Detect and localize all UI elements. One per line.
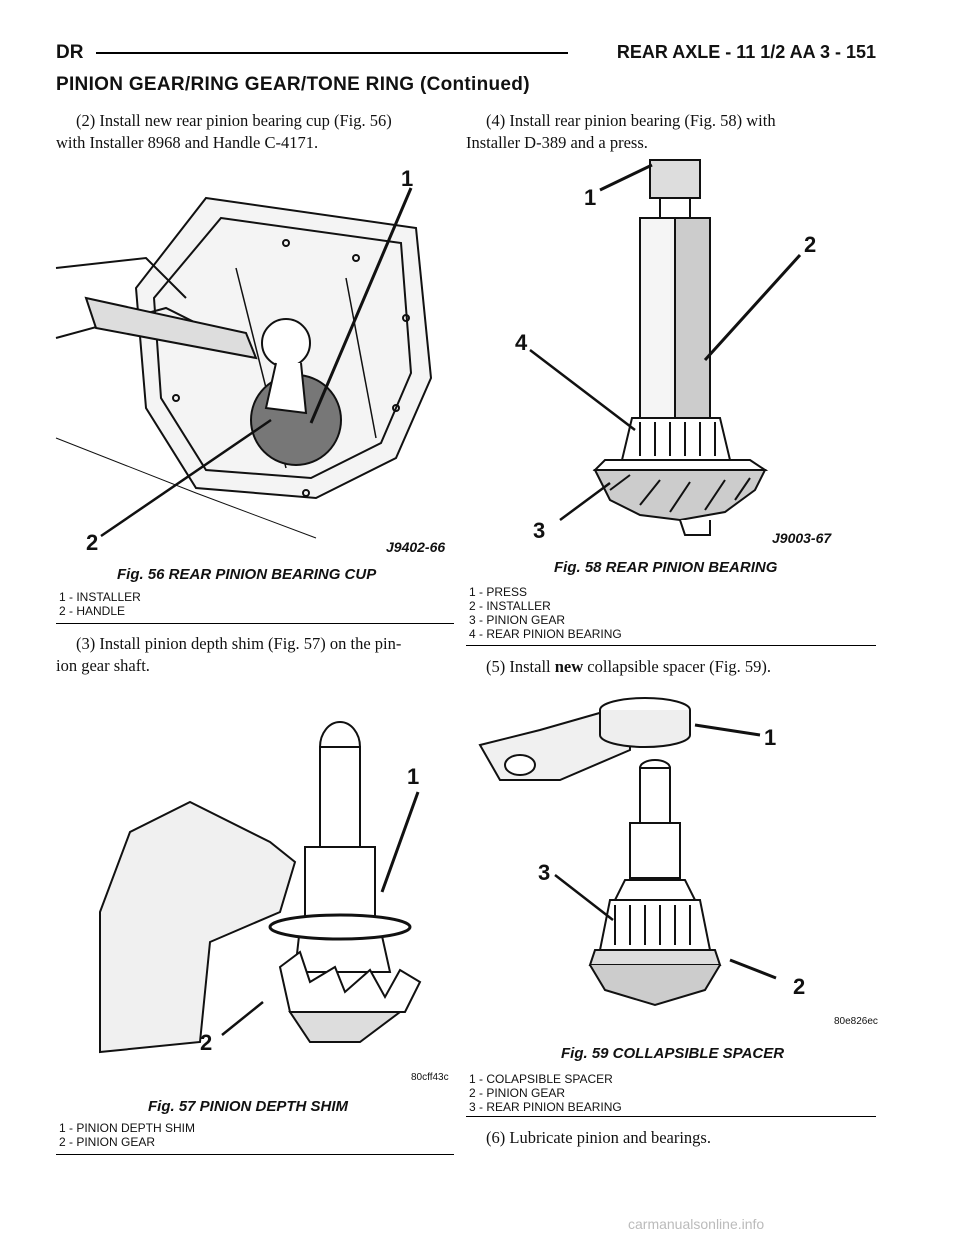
fig57-callout-1: 1 bbox=[407, 764, 420, 789]
figure-58-legend: 1 - PRESS 2 - INSTALLER 3 - PINION GEAR 4 - REAR PINION BEARING bbox=[469, 585, 622, 641]
figure-56-caption: Fig. 56 REAR PINION BEARING CUP bbox=[117, 566, 377, 583]
step-4-text: (4) Install rear pinion bearing (Fig. 58) with Installer D-389 and a press. bbox=[466, 111, 776, 152]
header-model: DR bbox=[56, 42, 84, 63]
fig58-code: J9003-67 bbox=[772, 530, 832, 546]
step-3-text: (3) Install pinion depth shim (Fig. 57) on the pin- ion gear shaft. bbox=[56, 634, 402, 675]
figure-58-illustration bbox=[510, 160, 855, 555]
fig58-callout-4: 4 bbox=[515, 330, 528, 355]
figure-59-illustration bbox=[480, 690, 878, 1032]
fig56-code: J9402-66 bbox=[386, 539, 446, 555]
fig59-callout-3: 3 bbox=[538, 860, 551, 885]
figure-57-legend: 1 - PINION DEPTH SHIM 2 - PINION GEAR bbox=[59, 1121, 196, 1149]
fig59-callout-2: 2 bbox=[793, 974, 806, 999]
section-title: PINION GEAR/RING GEAR/TONE RING (Continued) bbox=[56, 74, 530, 95]
figure-57-illustration bbox=[100, 712, 460, 1082]
figure-59-legend: 1 - COLAPSIBLE SPACER 2 - PINION GEAR 3 - REAR PINION BEARING bbox=[469, 1072, 622, 1114]
watermark[interactable]: carmanualsonline.info bbox=[628, 1216, 765, 1232]
fig59-code: 80e826ec bbox=[834, 1016, 878, 1027]
figure-58-rule bbox=[466, 645, 876, 646]
fig58-callout-1: 1 bbox=[584, 185, 597, 210]
figure-58-caption: Fig. 58 REAR PINION BEARING bbox=[554, 559, 778, 576]
step-5-text: (5) Install new collapsible spacer (Fig. 59). bbox=[486, 657, 772, 676]
header-rule bbox=[96, 52, 568, 54]
step-2-text: (2) Install new rear pinion bearing cup (Fig. 56) with Installer 8968 and Handle C-4171. bbox=[56, 111, 392, 152]
fig58-callout-2: 2 bbox=[804, 232, 817, 257]
fig59-callout-1: 1 bbox=[764, 725, 777, 750]
step-6-text: (6) Lubricate pinion and bearings. bbox=[486, 1128, 711, 1147]
page-header bbox=[56, 42, 876, 66]
figure-57-caption: Fig. 57 PINION DEPTH SHIM bbox=[148, 1098, 349, 1115]
figure-57-rule bbox=[56, 1154, 454, 1155]
header-title: REAR AXLE - 11 1/2 AA 3 - 151 bbox=[616, 42, 876, 62]
fig56-callout-1: 1 bbox=[401, 166, 414, 191]
figure-59-rule bbox=[466, 1116, 876, 1117]
figure-56-illustration bbox=[56, 158, 456, 558]
figure-59-caption: Fig. 59 COLLAPSIBLE SPACER bbox=[561, 1045, 785, 1062]
fig56-callout-2: 2 bbox=[86, 530, 99, 555]
fig57-callout-2: 2 bbox=[200, 1030, 213, 1055]
fig57-code: 80cff43c bbox=[411, 1072, 449, 1083]
fig58-callout-3: 3 bbox=[533, 518, 546, 543]
figure-56-rule bbox=[56, 623, 454, 624]
figure-56-legend: 1 - INSTALLER 2 - HANDLE bbox=[59, 590, 141, 618]
